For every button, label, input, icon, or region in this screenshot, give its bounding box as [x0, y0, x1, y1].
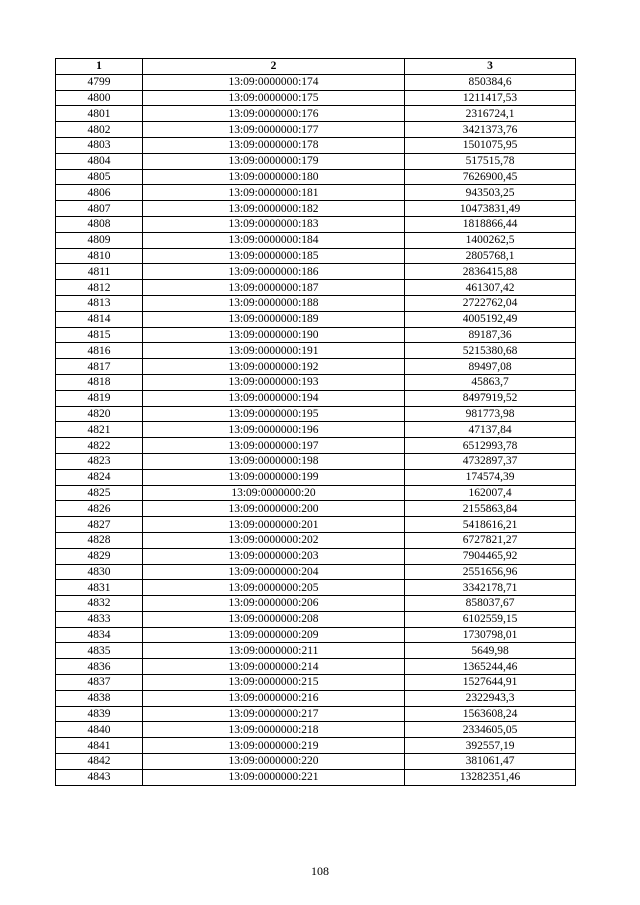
table-cell-col-1: 4824 [56, 469, 143, 485]
table-cell-col-3: 4005192,49 [405, 311, 576, 327]
table-cell-col-2: 13:09:0000000:201 [143, 517, 405, 533]
table-cell-col-2: 13:09:0000000:181 [143, 185, 405, 201]
table-row [56, 596, 576, 612]
table-row [56, 169, 576, 185]
table-cell-col-3: 1527644,91 [405, 675, 576, 691]
table-row [56, 280, 576, 296]
table-cell-col-3: 2155863,84 [405, 501, 576, 517]
table-cell-col-2: 13:09:0000000:182 [143, 201, 405, 217]
table-cell-col-1: 4835 [56, 643, 143, 659]
table-cell-col-2: 13:09:0000000:184 [143, 232, 405, 248]
table-cell-col-2: 13:09:0000000:197 [143, 438, 405, 454]
table-cell-col-2: 13:09:0000000:194 [143, 390, 405, 406]
table-cell-col-3: 2322943,3 [405, 690, 576, 706]
table-cell-col-2: 13:09:0000000:211 [143, 643, 405, 659]
table-cell-col-2: 13:09:0000000:176 [143, 106, 405, 122]
table-cell-col-3: 1730798,01 [405, 627, 576, 643]
table-row [56, 580, 576, 596]
table-row [56, 485, 576, 501]
table-cell-col-2: 13:09:0000000:179 [143, 153, 405, 169]
table-cell-col-3: 2334605,05 [405, 722, 576, 738]
table-cell-col-1: 4800 [56, 90, 143, 106]
table-cell-col-1: 4816 [56, 343, 143, 359]
table-cell-col-2: 13:09:0000000:214 [143, 659, 405, 675]
table-cell-col-1: 4823 [56, 453, 143, 469]
table-row [56, 706, 576, 722]
table-row [56, 469, 576, 485]
table-cell-col-3: 7904465,92 [405, 548, 576, 564]
table-cell-col-3: 7626900,45 [405, 169, 576, 185]
table-cell-col-1: 4836 [56, 659, 143, 675]
table-row [56, 74, 576, 90]
table-cell-col-3: 8497919,52 [405, 390, 576, 406]
table-row [56, 390, 576, 406]
table-cell-col-2: 13:09:0000000:188 [143, 295, 405, 311]
table-cell-col-1: 4809 [56, 232, 143, 248]
table-row [56, 232, 576, 248]
table-cell-col-2: 13:09:0000000:186 [143, 264, 405, 280]
table-cell-col-1: 4817 [56, 359, 143, 375]
table-cell-col-3: 13282351,46 [405, 769, 576, 785]
table-cell-col-3: 1400262,5 [405, 232, 576, 248]
table-cell-col-2: 13:09:0000000:218 [143, 722, 405, 738]
table-cell-col-1: 4806 [56, 185, 143, 201]
table-cell-col-1: 4801 [56, 106, 143, 122]
table-cell-col-2: 13:09:0000000:177 [143, 122, 405, 138]
table-cell-col-3: 5418616,21 [405, 517, 576, 533]
table-cell-col-1: 4826 [56, 501, 143, 517]
table-cell-col-2: 13:09:0000000:221 [143, 769, 405, 785]
table-cell-col-2: 13:09:0000000:198 [143, 453, 405, 469]
table-row [56, 517, 576, 533]
table-cell-col-3: 2316724,1 [405, 106, 576, 122]
table-row [56, 501, 576, 517]
table-body [56, 74, 576, 785]
table-cell-col-2: 13:09:0000000:208 [143, 611, 405, 627]
table-cell-col-1: 4838 [56, 690, 143, 706]
table-row [56, 611, 576, 627]
table-cell-col-1: 4807 [56, 201, 143, 217]
table-cell-col-2: 13:09:0000000:191 [143, 343, 405, 359]
table-cell-col-1: 4811 [56, 264, 143, 280]
table-cell-col-1: 4825 [56, 485, 143, 501]
table-row [56, 374, 576, 390]
table-cell-col-3: 4732897,37 [405, 453, 576, 469]
table-row [56, 311, 576, 327]
table-cell-col-3: 981773,98 [405, 406, 576, 422]
table-cell-col-2: 13:09:0000000:190 [143, 327, 405, 343]
table-row [56, 675, 576, 691]
table-cell-col-3: 2722762,04 [405, 295, 576, 311]
table-cell-col-3: 943503,25 [405, 185, 576, 201]
table-row [56, 153, 576, 169]
table-cell-col-1: 4814 [56, 311, 143, 327]
table-cell-col-1: 4804 [56, 153, 143, 169]
table-cell-col-2: 13:09:0000000:180 [143, 169, 405, 185]
table-cell-col-3: 381061,47 [405, 754, 576, 770]
table-cell-col-2: 13:09:0000000:199 [143, 469, 405, 485]
table-cell-col-2: 13:09:0000000:200 [143, 501, 405, 517]
table-cell-col-2: 13:09:0000000:220 [143, 754, 405, 770]
table-row [56, 690, 576, 706]
table-row [56, 643, 576, 659]
table-row [56, 406, 576, 422]
table-cell-col-3: 1818866,44 [405, 216, 576, 232]
page-number: 108 [311, 864, 329, 878]
table-cell-col-1: 4834 [56, 627, 143, 643]
table-cell-col-2: 13:09:0000000:192 [143, 359, 405, 375]
table-cell-col-1: 4828 [56, 532, 143, 548]
table-row [56, 106, 576, 122]
column-header-1: 1 [56, 59, 143, 75]
table-cell-col-3: 1211417,53 [405, 90, 576, 106]
table-row [56, 659, 576, 675]
header-row [56, 59, 576, 75]
table-row [56, 185, 576, 201]
table-row [56, 438, 576, 454]
table-cell-col-1: 4820 [56, 406, 143, 422]
table-cell-col-3: 5215380,68 [405, 343, 576, 359]
table-cell-col-1: 4803 [56, 137, 143, 153]
table-cell-col-3: 2836415,88 [405, 264, 576, 280]
table-cell-col-1: 4818 [56, 374, 143, 390]
table-cell-col-1: 4810 [56, 248, 143, 264]
table-cell-col-1: 4808 [56, 216, 143, 232]
column-header-2: 2 [143, 59, 405, 75]
table-cell-col-2: 13:09:0000000:183 [143, 216, 405, 232]
table-cell-col-1: 4813 [56, 295, 143, 311]
table-row [56, 722, 576, 738]
table-cell-col-2: 13:09:0000000:178 [143, 137, 405, 153]
table-cell-col-1: 4833 [56, 611, 143, 627]
table-cell-col-1: 4815 [56, 327, 143, 343]
table-cell-col-1: 4802 [56, 122, 143, 138]
table-row [56, 564, 576, 580]
table-row [56, 769, 576, 785]
table-cell-col-2: 13:09:0000000:217 [143, 706, 405, 722]
table-cell-col-2: 13:09:0000000:187 [143, 280, 405, 296]
table-row [56, 422, 576, 438]
table-cell-col-3: 1501075,95 [405, 137, 576, 153]
table-row [56, 532, 576, 548]
table-cell-col-2: 13:09:0000000:202 [143, 532, 405, 548]
table-cell-col-1: 4805 [56, 169, 143, 185]
table-cell-col-2: 13:09:0000000:193 [143, 374, 405, 390]
table-row [56, 137, 576, 153]
table-row [56, 216, 576, 232]
table-cell-col-3: 2805768,1 [405, 248, 576, 264]
table-cell-col-3: 6512993,78 [405, 438, 576, 454]
table-cell-col-2: 13:09:0000000:205 [143, 580, 405, 596]
table-cell-col-2: 13:09:0000000:203 [143, 548, 405, 564]
table-cell-col-3: 47137,84 [405, 422, 576, 438]
table-cell-col-3: 461307,42 [405, 280, 576, 296]
table-row [56, 248, 576, 264]
table-row [56, 343, 576, 359]
table-row [56, 327, 576, 343]
table-cell-col-3: 174574,39 [405, 469, 576, 485]
table-cell-col-1: 4819 [56, 390, 143, 406]
table-cell-col-2: 13:09:0000000:196 [143, 422, 405, 438]
table-cell-col-3: 89187,36 [405, 327, 576, 343]
table-cell-col-2: 13:09:0000000:216 [143, 690, 405, 706]
table-cell-col-3: 3421373,76 [405, 122, 576, 138]
table-cell-col-3: 392557,19 [405, 738, 576, 754]
table-cell-col-1: 4829 [56, 548, 143, 564]
table-row [56, 359, 576, 375]
table-cell-col-1: 4839 [56, 706, 143, 722]
table-cell-col-2: 13:09:0000000:209 [143, 627, 405, 643]
table-cell-col-1: 4840 [56, 722, 143, 738]
data-table [55, 58, 576, 786]
table-row [56, 122, 576, 138]
table-cell-col-1: 4837 [56, 675, 143, 691]
table-row [56, 453, 576, 469]
table-cell-col-3: 517515,78 [405, 153, 576, 169]
table-cell-col-3: 1563608,24 [405, 706, 576, 722]
table-cell-col-3: 1365244,46 [405, 659, 576, 675]
column-header-3: 3 [405, 59, 576, 75]
table-cell-col-1: 4832 [56, 596, 143, 612]
table-cell-col-3: 858037,67 [405, 596, 576, 612]
table-cell-col-1: 4830 [56, 564, 143, 580]
table-cell-col-2: 13:09:0000000:20 [143, 485, 405, 501]
table-cell-col-1: 4821 [56, 422, 143, 438]
table-cell-col-2: 13:09:0000000:195 [143, 406, 405, 422]
table-cell-col-1: 4843 [56, 769, 143, 785]
table-cell-col-1: 4799 [56, 74, 143, 90]
table-row [56, 627, 576, 643]
table-cell-col-2: 13:09:0000000:174 [143, 74, 405, 90]
table-cell-col-2: 13:09:0000000:215 [143, 675, 405, 691]
table-cell-col-1: 4831 [56, 580, 143, 596]
table-row [56, 201, 576, 217]
table-cell-col-3: 162007,4 [405, 485, 576, 501]
table-cell-col-3: 6102559,15 [405, 611, 576, 627]
table-cell-col-3: 3342178,71 [405, 580, 576, 596]
table-row [56, 548, 576, 564]
table-cell-col-3: 10473831,49 [405, 201, 576, 217]
table-cell-col-3: 45863,7 [405, 374, 576, 390]
table-cell-col-1: 4812 [56, 280, 143, 296]
table-cell-col-2: 13:09:0000000:185 [143, 248, 405, 264]
table-cell-col-1: 4842 [56, 754, 143, 770]
table-cell-col-3: 850384,6 [405, 74, 576, 90]
table-cell-col-1: 4841 [56, 738, 143, 754]
table-cell-col-3: 2551656,96 [405, 564, 576, 580]
table-row [56, 295, 576, 311]
table-cell-col-2: 13:09:0000000:219 [143, 738, 405, 754]
table-row [56, 90, 576, 106]
table-cell-col-3: 6727821,27 [405, 532, 576, 548]
table-cell-col-2: 13:09:0000000:204 [143, 564, 405, 580]
table-cell-col-2: 13:09:0000000:206 [143, 596, 405, 612]
table-cell-col-3: 5649,98 [405, 643, 576, 659]
table-cell-col-3: 89497,08 [405, 359, 576, 375]
table-cell-col-1: 4827 [56, 517, 143, 533]
table-cell-col-2: 13:09:0000000:175 [143, 90, 405, 106]
table-row [56, 264, 576, 280]
table-row [56, 754, 576, 770]
table-cell-col-1: 4822 [56, 438, 143, 454]
table-row [56, 738, 576, 754]
table-cell-col-2: 13:09:0000000:189 [143, 311, 405, 327]
